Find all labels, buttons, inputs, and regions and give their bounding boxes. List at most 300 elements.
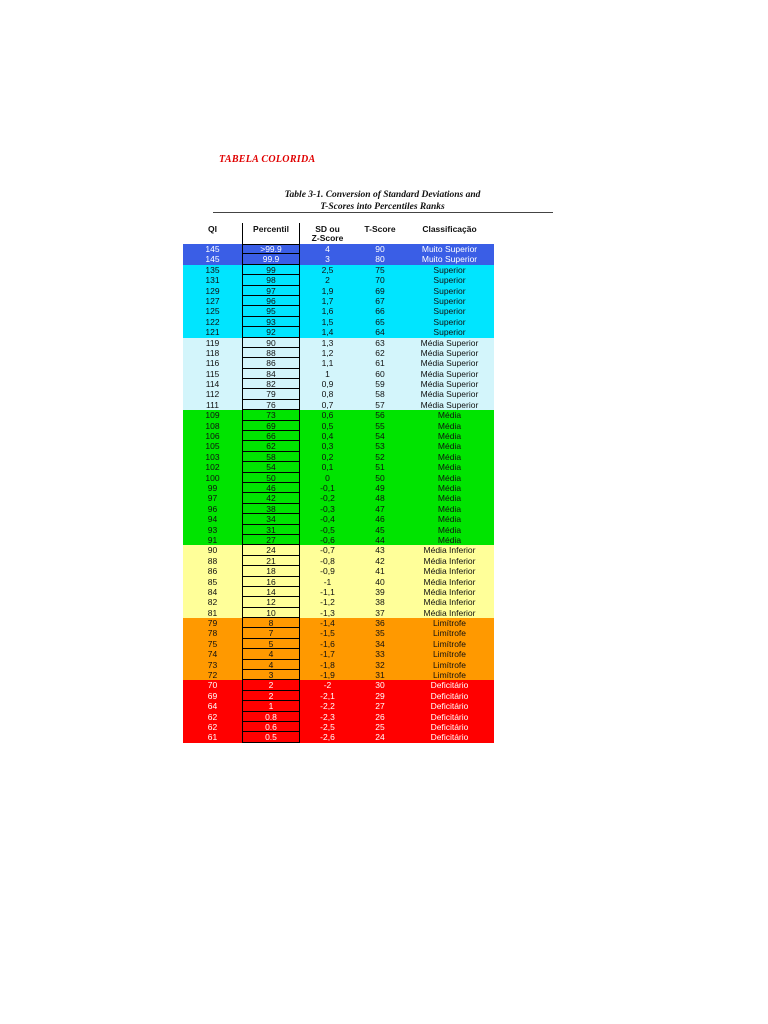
- cell-percentil-value: 1: [268, 701, 274, 712]
- table-row: [183, 379, 494, 389]
- table-row: [183, 286, 494, 296]
- cell-tscore: 33: [375, 649, 385, 660]
- cell-percentil-value: 82: [266, 379, 276, 390]
- cell-percentil-value: 2: [268, 680, 274, 691]
- table-row: [183, 608, 494, 618]
- cell-tscore: 69: [375, 285, 385, 296]
- cell-percentil-value: 2: [268, 690, 274, 701]
- cell-classificacao: Média Inferior: [423, 607, 476, 618]
- cell-qi: 108: [205, 420, 220, 431]
- caption-line-2: T-Scores into Percentiles Ranks: [320, 202, 445, 212]
- cell-sd: -0,8: [320, 555, 335, 566]
- cell-tscore: 44: [375, 534, 385, 545]
- header-percentil: Percentil: [242, 223, 300, 244]
- cell-classificacao: Média: [437, 534, 462, 545]
- table-row: [183, 265, 494, 275]
- cell-classificacao: Muito Superior: [421, 244, 478, 254]
- cell-classificacao: Média: [437, 420, 462, 431]
- cell-qi: 62: [207, 711, 218, 722]
- cell-percentil-value: 10: [266, 607, 276, 618]
- cell-classificacao: Média: [437, 451, 462, 462]
- cell-qi: 78: [207, 628, 218, 639]
- cell-tscore: 51: [375, 462, 385, 473]
- cell-sd: 0: [325, 472, 330, 483]
- cell-tscore: 52: [375, 451, 385, 462]
- cell-classificacao: Deficitário: [430, 732, 469, 743]
- cell-tscore: 30: [375, 680, 385, 691]
- cell-qi: 106: [205, 431, 220, 442]
- table-row: [183, 296, 494, 306]
- cell-qi: 86: [207, 566, 218, 577]
- cell-percentil-value: 0.6: [265, 721, 277, 732]
- table-row: [183, 327, 494, 337]
- cell-percentil-value: 46: [266, 482, 276, 493]
- cell-tscore: 90: [375, 244, 385, 254]
- cell-percentil: [242, 358, 300, 368]
- cell-classificacao: Média: [437, 431, 462, 442]
- cell-qi: 73: [207, 659, 218, 670]
- cell-percentil: [242, 701, 300, 711]
- cell-sd: 2: [325, 275, 330, 286]
- cell-tscore: 47: [375, 503, 385, 514]
- cell-sd: -1,2: [320, 597, 335, 608]
- cell-tscore: 56: [375, 410, 385, 421]
- cell-percentil-value: 34: [266, 514, 276, 525]
- cell-classificacao: Superior: [433, 264, 466, 275]
- table-row: [183, 566, 494, 576]
- cell-tscore: 61: [375, 358, 385, 369]
- cell-classificacao: Média Superior: [420, 337, 479, 348]
- table-row: [183, 400, 494, 410]
- cell-sd: 1,1: [321, 358, 334, 369]
- cell-percentil: [242, 493, 300, 503]
- cell-percentil: [242, 566, 300, 576]
- cell-qi: 70: [207, 680, 218, 691]
- cell-qi: 109: [205, 410, 220, 421]
- cell-tscore: 66: [375, 306, 385, 317]
- cell-tscore: 29: [375, 690, 385, 701]
- cell-tscore: 27: [375, 701, 385, 712]
- cell-sd: 1,5: [321, 316, 334, 327]
- table-row: [183, 732, 494, 742]
- cell-sd: 0,8: [321, 389, 334, 400]
- table-row: [183, 462, 494, 472]
- cell-qi: 75: [207, 638, 218, 649]
- table-row: [183, 369, 494, 379]
- cell-qi: 79: [207, 618, 218, 629]
- cell-percentil: [242, 712, 300, 722]
- cell-percentil-value: 99.9: [262, 254, 280, 265]
- cell-sd: -2: [323, 680, 332, 691]
- cell-classificacao: Média Superior: [420, 347, 479, 358]
- cell-sd: -0,4: [320, 514, 335, 525]
- cell-qi: 111: [206, 399, 219, 410]
- cell-sd: -1,8: [320, 659, 335, 670]
- cell-percentil-value: 8: [268, 618, 274, 629]
- cell-classificacao: Média Inferior: [423, 597, 476, 608]
- cell-percentil-value: 93: [266, 316, 276, 327]
- cell-qi: 81: [207, 607, 218, 618]
- cell-percentil: [242, 722, 300, 732]
- cell-classificacao: Média: [437, 410, 462, 421]
- cell-tscore: 57: [375, 399, 385, 410]
- cell-tscore: 26: [375, 711, 385, 722]
- table-row: [183, 348, 494, 358]
- cell-qi: 145: [205, 254, 220, 265]
- cell-qi: 93: [207, 524, 218, 535]
- cell-sd: -0,9: [320, 566, 335, 577]
- cell-tscore: 45: [375, 524, 385, 535]
- cell-percentil: [242, 421, 300, 431]
- cell-percentil-value: 73: [266, 410, 276, 421]
- table-row: [183, 628, 494, 638]
- cell-tscore: 46: [375, 514, 385, 525]
- cell-percentil: [242, 556, 300, 566]
- cell-percentil-value: 42: [266, 493, 276, 504]
- cell-classificacao: Limítrofe: [432, 618, 467, 629]
- cell-sd: -1,6: [320, 638, 335, 649]
- cell-tscore: 65: [375, 316, 385, 327]
- cell-qi: 61: [207, 732, 218, 743]
- cell-tscore: 54: [375, 431, 385, 442]
- cell-tscore: 48: [375, 493, 385, 504]
- cell-percentil: [242, 327, 300, 337]
- cell-percentil-value: 58: [266, 451, 276, 462]
- table-row: [183, 244, 494, 254]
- cell-percentil: [242, 389, 300, 399]
- cell-classificacao: Média: [437, 462, 462, 473]
- cell-classificacao: Deficitário: [430, 680, 469, 691]
- cell-percentil-value: 5: [268, 638, 274, 649]
- cell-classificacao: Média: [437, 503, 462, 514]
- table-row: [183, 421, 494, 431]
- cell-qi: 88: [207, 555, 218, 566]
- cell-percentil-value: 24: [266, 545, 276, 556]
- cell-percentil-value: 38: [266, 503, 276, 514]
- cell-qi: 90: [207, 545, 218, 556]
- cell-sd: 1,3: [321, 337, 334, 348]
- cell-percentil: [242, 286, 300, 296]
- cell-qi: 131: [205, 275, 220, 286]
- cell-sd: 4: [325, 244, 330, 254]
- cell-classificacao: Média Superior: [420, 399, 479, 410]
- table-row: [183, 254, 494, 264]
- table-row: [183, 670, 494, 680]
- cell-percentil-value: 92: [266, 327, 276, 338]
- cell-qi: 62: [207, 721, 218, 732]
- cell-tscore: 32: [375, 659, 385, 670]
- cell-tscore: 38: [375, 597, 385, 608]
- table-row: [183, 473, 494, 483]
- table-row: [183, 545, 494, 555]
- cell-percentil: [242, 431, 300, 441]
- cell-tscore: 37: [375, 607, 385, 618]
- cell-percentil-value: 54: [266, 462, 276, 473]
- cell-qi: 99: [207, 482, 218, 493]
- cell-percentil: [242, 400, 300, 410]
- cell-classificacao: Média: [437, 482, 462, 493]
- cell-percentil: [242, 338, 300, 348]
- cell-sd: 2,5: [321, 264, 334, 275]
- cell-sd: -1,4: [320, 618, 335, 629]
- cell-classificacao: Média Superior: [420, 379, 479, 390]
- header-sd: [300, 223, 355, 244]
- cell-qi: 100: [205, 472, 220, 483]
- cell-qi: 114: [205, 379, 220, 390]
- cell-classificacao: Média: [437, 514, 462, 525]
- table-row: [183, 431, 494, 441]
- table-row: [183, 525, 494, 535]
- cell-percentil-value: 62: [266, 441, 276, 452]
- cell-sd: 0,6: [321, 410, 334, 421]
- table-row: [183, 514, 494, 524]
- cell-qi: 129: [205, 285, 220, 296]
- caption-line-1: Table 3-1. Conversion of Standard Deviations and: [284, 190, 481, 200]
- cell-percentil: [242, 504, 300, 514]
- table-row: [183, 358, 494, 368]
- cell-percentil-value: 4: [268, 649, 274, 660]
- table-caption: [250, 189, 515, 213]
- table-row: [183, 441, 494, 451]
- cell-tscore: 63: [375, 337, 385, 348]
- cell-percentil-value: 0.8: [265, 711, 277, 722]
- cell-percentil: [242, 587, 300, 597]
- cell-classificacao: Limítrofe: [432, 628, 467, 639]
- cell-percentil: [242, 608, 300, 618]
- cell-percentil-value: 0.5: [265, 732, 277, 743]
- cell-percentil: [242, 317, 300, 327]
- cell-qi: 96: [207, 503, 218, 514]
- cell-percentil-value: 18: [266, 566, 276, 577]
- cell-sd: -0,6: [320, 534, 335, 545]
- cell-tscore: 70: [375, 275, 385, 286]
- table-row: [183, 493, 494, 503]
- table-row: [183, 338, 494, 348]
- cell-sd: -2,2: [320, 701, 335, 712]
- table-row: [183, 639, 494, 649]
- table-row: [183, 577, 494, 587]
- cell-percentil-value: 97: [266, 285, 276, 296]
- table-row: [183, 587, 494, 597]
- cell-percentil-value: >99.9: [260, 244, 282, 254]
- cell-percentil-value: 95: [266, 306, 276, 317]
- conversion-table: [183, 223, 494, 743]
- table-row: [183, 317, 494, 327]
- table-row: [183, 660, 494, 670]
- cell-percentil-value: 4: [268, 659, 274, 670]
- cell-qi: 105: [205, 441, 220, 452]
- cell-classificacao: Média Superior: [420, 368, 479, 379]
- cell-sd: 0,1: [321, 462, 334, 473]
- cell-sd: -1,3: [320, 607, 335, 618]
- cell-classificacao: Média Inferior: [423, 555, 476, 566]
- cell-tscore: 31: [375, 670, 385, 681]
- cell-classificacao: Deficitário: [430, 701, 469, 712]
- table-row: [183, 712, 494, 722]
- cell-qi: 72: [207, 670, 218, 681]
- cell-sd: 1,7: [321, 295, 334, 306]
- cell-sd: -1,7: [320, 649, 335, 660]
- table-row: [183, 691, 494, 701]
- cell-percentil: [242, 244, 300, 254]
- table-row: [183, 618, 494, 628]
- cell-percentil: [242, 275, 300, 285]
- cell-classificacao: Média Inferior: [423, 545, 476, 556]
- cell-qi: 112: [205, 389, 220, 400]
- cell-tscore: 43: [375, 545, 385, 556]
- cell-percentil: [242, 732, 300, 742]
- caption-divider: [213, 212, 553, 213]
- cell-tscore: 24: [375, 732, 385, 743]
- cell-tscore: 42: [375, 555, 385, 566]
- table-row: [183, 535, 494, 545]
- cell-qi: 102: [205, 462, 220, 473]
- cell-sd: 3: [325, 254, 330, 265]
- table-row: [183, 275, 494, 285]
- cell-sd: -1,1: [320, 586, 335, 597]
- cell-classificacao: Média Superior: [420, 358, 479, 369]
- header-sd-line2: Z-Score: [311, 233, 344, 243]
- table-row: [183, 410, 494, 420]
- cell-qi: 125: [205, 306, 220, 317]
- cell-percentil-value: 69: [266, 420, 276, 431]
- cell-percentil: [242, 265, 300, 275]
- cell-percentil: [242, 680, 300, 690]
- cell-sd: -0,1: [320, 482, 335, 493]
- cell-sd: 0,4: [321, 431, 334, 442]
- cell-percentil: [242, 473, 300, 483]
- cell-qi: 91: [207, 534, 218, 545]
- cell-qi: 121: [205, 327, 220, 338]
- cell-qi: 103: [205, 451, 220, 462]
- cell-percentil: [242, 525, 300, 535]
- cell-sd: 0,7: [321, 399, 334, 410]
- cell-tscore: 40: [375, 576, 385, 587]
- cell-tscore: 39: [375, 586, 385, 597]
- cell-tscore: 49: [375, 482, 385, 493]
- cell-classificacao: Superior: [433, 285, 466, 296]
- cell-percentil-value: 3: [268, 670, 274, 681]
- cell-sd: 0,3: [321, 441, 334, 452]
- cell-qi: 122: [205, 316, 220, 327]
- table-row: [183, 556, 494, 566]
- cell-classificacao: Superior: [433, 327, 466, 338]
- cell-qi: 145: [205, 244, 220, 254]
- cell-percentil: [242, 577, 300, 587]
- cell-qi: 64: [207, 701, 218, 712]
- cell-sd: 1,4: [321, 327, 334, 338]
- cell-percentil: [242, 254, 300, 264]
- table-row: [183, 389, 494, 399]
- cell-qi: 85: [207, 576, 218, 587]
- cell-percentil: [242, 628, 300, 638]
- cell-sd: 1: [325, 368, 330, 379]
- cell-classificacao: Média: [437, 524, 462, 535]
- cell-percentil: [242, 379, 300, 389]
- cell-percentil-value: 79: [266, 389, 276, 400]
- cell-classificacao: Deficitário: [430, 690, 469, 701]
- cell-sd: -0,7: [320, 545, 335, 556]
- cell-qi: 116: [205, 358, 220, 369]
- cell-tscore: 62: [375, 347, 385, 358]
- cell-classificacao: Média: [437, 493, 462, 504]
- header-classificacao: Classificação: [422, 224, 477, 234]
- cell-percentil: [242, 514, 300, 524]
- document-label: TABELA COLORIDA: [219, 154, 316, 165]
- cell-qi: 74: [207, 649, 218, 660]
- table-row: [183, 701, 494, 711]
- table-row: [183, 680, 494, 690]
- cell-percentil-value: 66: [266, 431, 276, 442]
- cell-percentil: [242, 691, 300, 701]
- cell-percentil-value: 27: [266, 534, 276, 545]
- cell-percentil: [242, 618, 300, 628]
- cell-percentil: [242, 306, 300, 316]
- cell-sd: 1,2: [321, 347, 334, 358]
- cell-percentil-value: 50: [266, 472, 276, 483]
- cell-qi: 115: [205, 368, 220, 379]
- cell-percentil: [242, 462, 300, 472]
- cell-percentil-value: 76: [266, 399, 276, 410]
- cell-percentil: [242, 545, 300, 555]
- cell-percentil: [242, 441, 300, 451]
- cell-classificacao: Muito Superior: [421, 254, 478, 265]
- cell-percentil-value: 14: [266, 586, 276, 597]
- cell-percentil-value: 31: [266, 524, 276, 535]
- cell-sd: -1: [323, 576, 332, 587]
- cell-classificacao: Superior: [433, 316, 466, 327]
- cell-qi: 84: [207, 586, 218, 597]
- cell-classificacao: Deficitário: [430, 711, 469, 722]
- cell-qi: 69: [207, 690, 218, 701]
- cell-percentil: [242, 639, 300, 649]
- table-row: [183, 649, 494, 659]
- table-row: [183, 722, 494, 732]
- cell-classificacao: Limítrofe: [432, 649, 467, 660]
- cell-sd: -1,5: [320, 628, 335, 639]
- cell-tscore: 60: [375, 368, 385, 379]
- table-row: [183, 504, 494, 514]
- header-sd-line1: SD ou: [315, 224, 340, 234]
- cell-percentil-value: 98: [266, 275, 276, 286]
- cell-percentil: [242, 483, 300, 493]
- cell-percentil-value: 99: [266, 264, 276, 275]
- cell-classificacao: Média Superior: [420, 389, 479, 400]
- cell-percentil-value: 96: [266, 295, 276, 306]
- header-tscore: T-Score: [364, 224, 396, 234]
- cell-sd: 0,9: [321, 379, 334, 390]
- cell-tscore: 35: [375, 628, 385, 639]
- cell-tscore: 50: [375, 472, 385, 483]
- cell-classificacao: Limítrofe: [432, 659, 467, 670]
- cell-qi: 119: [205, 337, 220, 348]
- cell-percentil-value: 84: [266, 368, 276, 379]
- cell-tscore: 41: [375, 566, 385, 577]
- cell-classificacao: Superior: [433, 275, 466, 286]
- cell-sd: 1,9: [321, 285, 334, 296]
- cell-percentil: [242, 535, 300, 545]
- cell-classificacao: Média Inferior: [423, 586, 476, 597]
- cell-sd: -0,5: [320, 524, 335, 535]
- cell-sd: -0,2: [320, 493, 335, 504]
- cell-percentil: [242, 660, 300, 670]
- cell-sd: -2,5: [320, 721, 335, 732]
- cell-tscore: 36: [375, 618, 385, 629]
- cell-classificacao: Média Inferior: [423, 566, 476, 577]
- cell-percentil: [242, 348, 300, 358]
- cell-percentil: [242, 597, 300, 607]
- cell-classificacao: Média Inferior: [423, 576, 476, 587]
